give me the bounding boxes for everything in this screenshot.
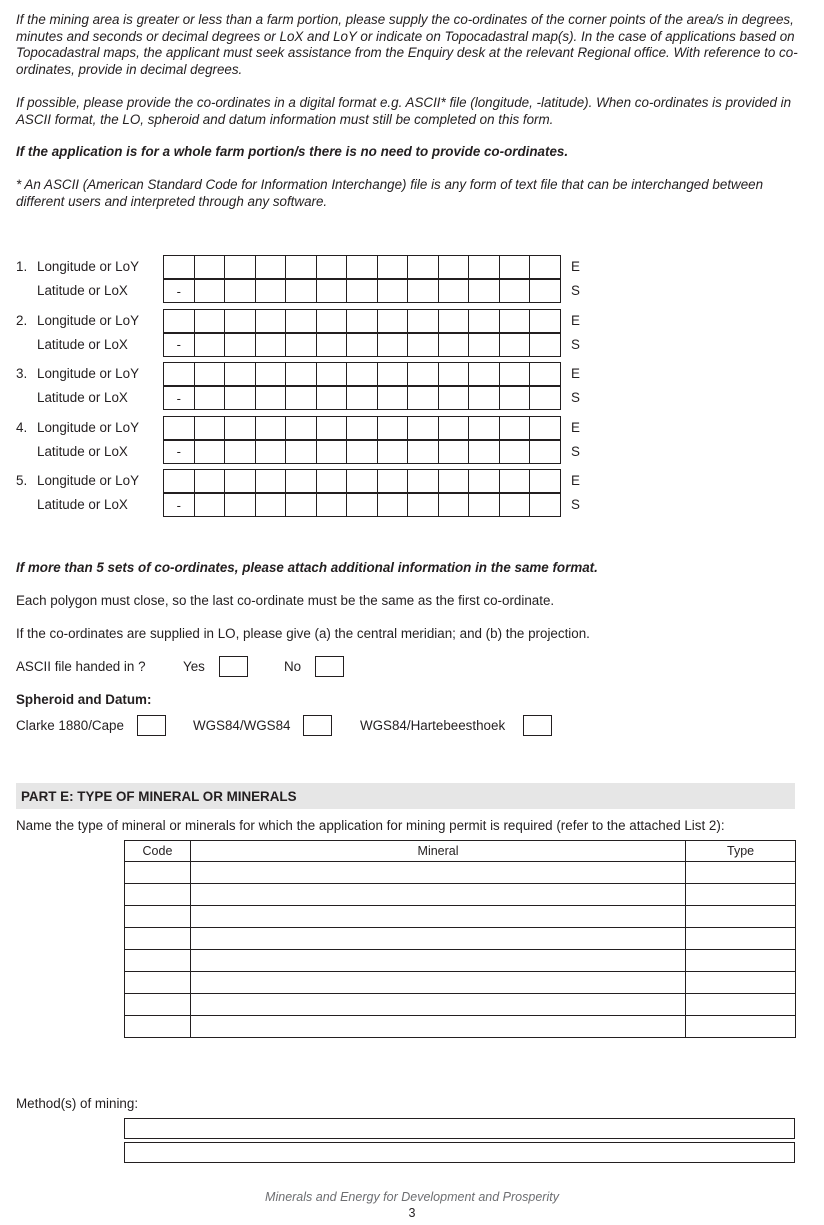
coordinate-digit-cell[interactable] xyxy=(377,279,409,303)
spheroid-option-clarke-checkbox[interactable] xyxy=(137,715,166,736)
coordinate-digit-cell[interactable] xyxy=(285,333,317,357)
coordinate-digit-cell[interactable] xyxy=(529,440,561,464)
point-number: 5. xyxy=(16,473,28,488)
coordinate-digit-cell[interactable] xyxy=(377,493,409,517)
coordinate-digit-cell[interactable] xyxy=(224,386,256,410)
coordinate-digit-cell[interactable] xyxy=(529,469,561,493)
mineral-cell[interactable] xyxy=(190,950,685,972)
coordinate-digit-cell[interactable] xyxy=(529,362,561,386)
coordinate-digit-cell[interactable] xyxy=(407,469,439,493)
coordinate-digit-cell[interactable] xyxy=(407,333,439,357)
coordinate-digit-cell[interactable] xyxy=(194,309,226,333)
coordinate-digit-cell[interactable] xyxy=(346,416,378,440)
table-row xyxy=(125,862,796,884)
intro-paragraph-4: * An ASCII (American Standard Code for Information Interchange) file is any form of text file that can be interchanged between different users and interpreted through any software. xyxy=(16,177,764,209)
ascii-yes-label: Yes xyxy=(183,659,205,674)
mineral-cell[interactable] xyxy=(190,994,685,1016)
coordinate-digit-cell[interactable] xyxy=(194,493,226,517)
coordinate-digit-cell[interactable] xyxy=(529,333,561,357)
intro-paragraph-1: If the mining area is greater or less than a farm portion, please supply the co-ordinates of the corner points of the area/s in degrees, minutes and seconds or decimal degrees or LoX and LoY or indicate on Topocadastral map(s). In the case of applications based on Topocadastral maps, the applicant must seek assistance from the Enquiry desk at the relevant Regional office. With reference to co-ordinates, provide in decimal degrees. xyxy=(16,12,798,77)
coordinate-digit-cell[interactable] xyxy=(255,279,287,303)
coordinate-digit-cell[interactable] xyxy=(316,416,348,440)
direction-east: E xyxy=(571,366,580,381)
coordinate-digit-cell[interactable] xyxy=(316,469,348,493)
coordinate-digit-cell[interactable] xyxy=(285,493,317,517)
coordinate-digit-cell[interactable] xyxy=(285,416,317,440)
coordinate-cells xyxy=(163,416,560,440)
coordinate-digit-cell[interactable] xyxy=(224,469,256,493)
point-number: 4. xyxy=(16,419,28,435)
coordinate-cells xyxy=(163,255,560,279)
coordinate-digit-cell[interactable] xyxy=(346,469,378,493)
polygon-close-note: Each polygon must close, so the last co-ordinate must be the same as the first co-ordinate. xyxy=(16,593,555,608)
spheroid-option-wgs84-label: WGS84/WGS84 xyxy=(193,718,291,733)
coordinate-digit-cell[interactable] xyxy=(377,386,409,410)
longitude-label: Longitude or LoY xyxy=(37,312,139,328)
table-row xyxy=(125,1016,796,1038)
spheroid-option-wgs84-checkbox[interactable] xyxy=(303,715,332,736)
table-row xyxy=(125,994,796,1016)
coordinate-cells xyxy=(163,469,560,493)
coordinate-digit-cell[interactable] xyxy=(377,416,409,440)
direction-south: S xyxy=(571,497,580,512)
part-e-title: PART E: TYPE OF MINERAL OR MINERALS xyxy=(21,789,297,804)
coordinate-digit-cell[interactable] xyxy=(194,440,226,464)
code-cell[interactable] xyxy=(125,950,191,972)
coordinate-digit-cell[interactable] xyxy=(438,362,470,386)
coordinate-digit-cell[interactable] xyxy=(529,279,561,303)
direction-south: S xyxy=(571,336,580,352)
coordinate-digit-cell[interactable] xyxy=(194,333,226,357)
coordinate-digit-cell[interactable] xyxy=(224,309,256,333)
coordinate-digit-cell[interactable] xyxy=(346,309,378,333)
part-e-instruction: Name the type of mineral or minerals for which the application for mining permit is required (refer to the attached List 2): xyxy=(16,818,725,833)
coordinate-digit-cell[interactable] xyxy=(255,362,287,386)
type-cell[interactable] xyxy=(686,906,796,928)
coordinate-digit-cell[interactable] xyxy=(529,255,561,279)
direction-south: S xyxy=(571,443,580,459)
coordinate-digit-cell[interactable] xyxy=(285,386,317,410)
coordinate-digit-cell[interactable] xyxy=(346,255,378,279)
mineral-cell[interactable] xyxy=(190,1016,685,1038)
coordinate-digit-cell[interactable] xyxy=(468,493,500,517)
spheroid-option-hartebeesthoek-checkbox[interactable] xyxy=(523,715,552,736)
coordinate-digit-cell[interactable] xyxy=(438,333,470,357)
more-than-five-note: If more than 5 sets of co-ordinates, please attach additional information in the same format. xyxy=(16,560,598,575)
code-cell[interactable] xyxy=(125,928,191,950)
mineral-cell[interactable] xyxy=(190,906,685,928)
coordinate-digit-cell[interactable] xyxy=(407,386,439,410)
coordinate-digit-cell[interactable] xyxy=(255,440,287,464)
coordinate-digit-cell[interactable] xyxy=(407,493,439,517)
code-cell[interactable] xyxy=(125,862,191,884)
coordinate-digit-cell[interactable] xyxy=(285,440,317,464)
coordinate-digit-cell[interactable] xyxy=(499,279,531,303)
coordinate-digit-cell[interactable] xyxy=(438,279,470,303)
column-header-type: Type xyxy=(686,841,796,862)
coordinate-digit-cell[interactable] xyxy=(194,255,226,279)
mineral-cell[interactable] xyxy=(190,862,685,884)
coordinate-digit-cell[interactable] xyxy=(194,279,226,303)
coordinate-digit-cell[interactable] xyxy=(163,469,195,493)
direction-south: S xyxy=(571,283,580,298)
mineral-cell[interactable] xyxy=(190,972,685,994)
coordinate-digit-cell[interactable] xyxy=(346,493,378,517)
coordinate-digit-cell[interactable] xyxy=(529,386,561,410)
coordinate-digit-cell[interactable] xyxy=(163,416,195,440)
coordinate-digit-cell[interactable] xyxy=(255,469,287,493)
type-cell[interactable] xyxy=(686,972,796,994)
spheroid-option-clarke-label: Clarke 1880/Cape xyxy=(16,718,124,733)
coordinate-digit-cell[interactable] xyxy=(468,333,500,357)
table-row xyxy=(125,950,796,972)
coordinate-digit-cell[interactable] xyxy=(346,362,378,386)
coordinate-digit-cell[interactable] xyxy=(468,416,500,440)
coordinate-digit-cell[interactable] xyxy=(468,309,500,333)
coordinate-digit-cell[interactable] xyxy=(346,333,378,357)
coordinate-digit-cell[interactable] xyxy=(499,416,531,440)
intro-paragraph-3: If the application is for a whole farm portion/s there is no need to provide co-ordinates. xyxy=(16,144,569,159)
coordinate-digit-cell[interactable] xyxy=(438,255,470,279)
type-cell[interactable] xyxy=(686,862,796,884)
point-number: 1. xyxy=(16,259,28,274)
coordinate-digit-cell[interactable]: - xyxy=(163,386,195,410)
footer-tagline: Minerals and Energy for Development and Prosperity xyxy=(265,1190,559,1204)
coordinate-digit-cell[interactable] xyxy=(499,333,531,357)
coordinate-digit-cell[interactable] xyxy=(468,440,500,464)
table-row xyxy=(125,884,796,906)
ascii-no-checkbox[interactable] xyxy=(315,656,344,677)
coordinate-digit-cell[interactable] xyxy=(224,416,256,440)
coordinate-digit-cell[interactable] xyxy=(529,309,561,333)
coordinate-digit-cell[interactable] xyxy=(346,279,378,303)
latitude-label: Latitude or LoX xyxy=(37,443,128,459)
coordinate-digit-cell[interactable] xyxy=(468,386,500,410)
coordinate-digit-cell[interactable] xyxy=(224,362,256,386)
coordinate-digit-cell[interactable] xyxy=(499,255,531,279)
methods-label: Method(s) of mining: xyxy=(16,1096,139,1111)
direction-south: S xyxy=(571,390,580,405)
type-cell[interactable] xyxy=(686,1016,796,1038)
coordinate-digit-cell[interactable] xyxy=(407,309,439,333)
coordinate-digit-cell[interactable] xyxy=(499,386,531,410)
column-header-mineral: Mineral xyxy=(190,841,685,862)
coordinate-digit-cell[interactable] xyxy=(194,362,226,386)
coordinate-digit-cell[interactable] xyxy=(224,440,256,464)
code-cell[interactable] xyxy=(125,1016,191,1038)
code-cell[interactable] xyxy=(125,884,191,906)
coordinate-digit-cell[interactable] xyxy=(255,255,287,279)
direction-east: E xyxy=(571,312,580,328)
coordinate-digit-cell[interactable] xyxy=(377,255,409,279)
coordinate-digit-cell[interactable] xyxy=(407,255,439,279)
longitude-label: Longitude or LoY xyxy=(37,419,139,435)
coordinate-digit-cell[interactable] xyxy=(316,279,348,303)
latitude-label: Latitude or LoX xyxy=(37,283,128,298)
coordinate-digit-cell[interactable] xyxy=(285,279,317,303)
type-cell[interactable] xyxy=(686,884,796,906)
coordinate-cells xyxy=(163,309,560,333)
coordinate-digit-cell[interactable] xyxy=(468,279,500,303)
coordinate-digit-cell[interactable] xyxy=(377,333,409,357)
type-cell[interactable] xyxy=(686,928,796,950)
point-number: 3. xyxy=(16,366,28,381)
coordinate-digit-cell[interactable] xyxy=(407,416,439,440)
ascii-no-label: No xyxy=(284,659,302,674)
latitude-label: Latitude or LoX xyxy=(37,336,128,352)
coordinate-digit-cell[interactable] xyxy=(285,469,317,493)
type-cell[interactable] xyxy=(686,950,796,972)
coordinate-cells xyxy=(163,279,560,303)
coordinate-digit-cell[interactable] xyxy=(499,362,531,386)
type-cell[interactable] xyxy=(686,994,796,1016)
coordinate-cells xyxy=(163,362,560,386)
coordinate-digit-cell[interactable] xyxy=(407,279,439,303)
coordinate-digit-cell[interactable] xyxy=(316,255,348,279)
page-number: 3 xyxy=(408,1206,416,1220)
coordinate-digit-cell[interactable] xyxy=(194,416,226,440)
coordinate-digit-cell[interactable] xyxy=(163,309,195,333)
coordinate-digit-cell[interactable] xyxy=(316,333,348,357)
coordinate-digit-cell[interactable] xyxy=(316,493,348,517)
coordinate-digit-cell[interactable] xyxy=(255,493,287,517)
direction-east: E xyxy=(571,473,580,488)
coordinate-digit-cell[interactable] xyxy=(468,362,500,386)
coordinate-digit-cell[interactable]: - xyxy=(163,333,195,357)
point-number: 2. xyxy=(16,312,28,328)
coordinate-digit-cell[interactable] xyxy=(377,362,409,386)
coordinate-digit-cell[interactable] xyxy=(407,362,439,386)
mineral-cell[interactable] xyxy=(190,884,685,906)
code-cell[interactable] xyxy=(125,906,191,928)
coordinate-digit-cell[interactable] xyxy=(438,309,470,333)
minerals-table xyxy=(124,840,796,1038)
coordinate-digit-cell[interactable] xyxy=(438,440,470,464)
coordinate-digit-cell[interactable] xyxy=(255,416,287,440)
column-header-code: Code xyxy=(125,841,191,862)
coordinate-digit-cell[interactable] xyxy=(346,440,378,464)
coordinate-digit-cell[interactable] xyxy=(316,386,348,410)
coordinate-digit-cell[interactable] xyxy=(255,309,287,333)
coordinate-digit-cell[interactable] xyxy=(285,362,317,386)
coordinate-digit-cell[interactable]: - xyxy=(163,440,195,464)
coordinate-digit-cell[interactable] xyxy=(499,440,531,464)
latitude-label: Latitude or LoX xyxy=(37,390,128,405)
part-e-header xyxy=(16,783,795,809)
coordinate-digit-cell[interactable]: - xyxy=(163,493,195,517)
table-row xyxy=(125,906,796,928)
coordinate-digit-cell[interactable] xyxy=(438,416,470,440)
coordinate-digit-cell[interactable] xyxy=(316,440,348,464)
longitude-label: Longitude or LoY xyxy=(37,366,139,381)
code-cell[interactable] xyxy=(125,994,191,1016)
coordinate-digit-cell[interactable] xyxy=(468,255,500,279)
coordinate-cells xyxy=(163,440,560,464)
spheroid-heading: Spheroid and Datum: xyxy=(16,692,152,707)
coordinates-grid xyxy=(0,255,824,520)
coordinate-digit-cell[interactable] xyxy=(377,309,409,333)
intro-paragraph-2: If possible, please provide the co-ordinates in a digital format e.g. ASCII* file (longitude, -latitude). When co-ordinates is provided in ASCII format, the LO, spheroid and datum information must still be completed on this form. xyxy=(16,95,792,127)
coordinate-digit-cell[interactable] xyxy=(224,333,256,357)
coordinate-digit-cell[interactable] xyxy=(529,416,561,440)
methods-input-line-2[interactable] xyxy=(124,1142,795,1163)
ascii-yes-checkbox[interactable] xyxy=(219,656,248,677)
table-row xyxy=(125,972,796,994)
ascii-question: ASCII file handed in ? xyxy=(16,659,146,674)
coordinate-digit-cell[interactable] xyxy=(499,309,531,333)
coordinate-digit-cell[interactable] xyxy=(316,309,348,333)
table-row xyxy=(125,928,796,950)
coordinate-digit-cell[interactable] xyxy=(529,493,561,517)
coordinate-digit-cell[interactable] xyxy=(224,255,256,279)
coordinate-digit-cell[interactable] xyxy=(438,493,470,517)
code-cell[interactable] xyxy=(125,972,191,994)
coordinate-digit-cell[interactable] xyxy=(499,493,531,517)
coordinate-digit-cell[interactable] xyxy=(468,469,500,493)
coordinate-digit-cell[interactable] xyxy=(377,440,409,464)
minerals-table-header xyxy=(125,841,796,862)
coordinate-digit-cell[interactable] xyxy=(285,255,317,279)
coordinate-digit-cell[interactable] xyxy=(316,362,348,386)
coordinate-digit-cell[interactable] xyxy=(224,493,256,517)
direction-east: E xyxy=(571,419,580,435)
spheroid-option-hartebeesthoek-label: WGS84/Hartebeesthoek xyxy=(360,718,506,733)
coordinate-digit-cell[interactable]: - xyxy=(163,279,195,303)
coordinate-cells xyxy=(163,493,560,517)
coordinate-digit-cell[interactable] xyxy=(163,255,195,279)
coordinate-digit-cell[interactable] xyxy=(438,386,470,410)
coordinate-digit-cell[interactable] xyxy=(194,469,226,493)
longitude-label: Longitude or LoY xyxy=(37,473,139,488)
coordinate-digit-cell[interactable] xyxy=(224,279,256,303)
methods-input-line-1[interactable] xyxy=(124,1118,795,1139)
mineral-cell[interactable] xyxy=(190,928,685,950)
coordinate-digit-cell[interactable] xyxy=(163,362,195,386)
coordinate-digit-cell[interactable] xyxy=(255,333,287,357)
coordinate-digit-cell[interactable] xyxy=(377,469,409,493)
lo-note: If the co-ordinates are supplied in LO, please give (a) the central meridian; and (b) the projection. xyxy=(16,626,590,641)
coordinate-digit-cell[interactable] xyxy=(255,386,287,410)
coordinate-digit-cell[interactable] xyxy=(438,469,470,493)
coordinate-digit-cell[interactable] xyxy=(346,386,378,410)
coordinate-digit-cell[interactable] xyxy=(285,309,317,333)
coordinate-cells xyxy=(163,386,560,410)
longitude-label: Longitude or LoY xyxy=(37,259,139,274)
latitude-label: Latitude or LoX xyxy=(37,497,128,512)
coordinate-digit-cell[interactable] xyxy=(194,386,226,410)
coordinate-cells xyxy=(163,333,560,357)
coordinate-digit-cell[interactable] xyxy=(499,469,531,493)
coordinate-digit-cell[interactable] xyxy=(407,440,439,464)
direction-east: E xyxy=(571,259,580,274)
